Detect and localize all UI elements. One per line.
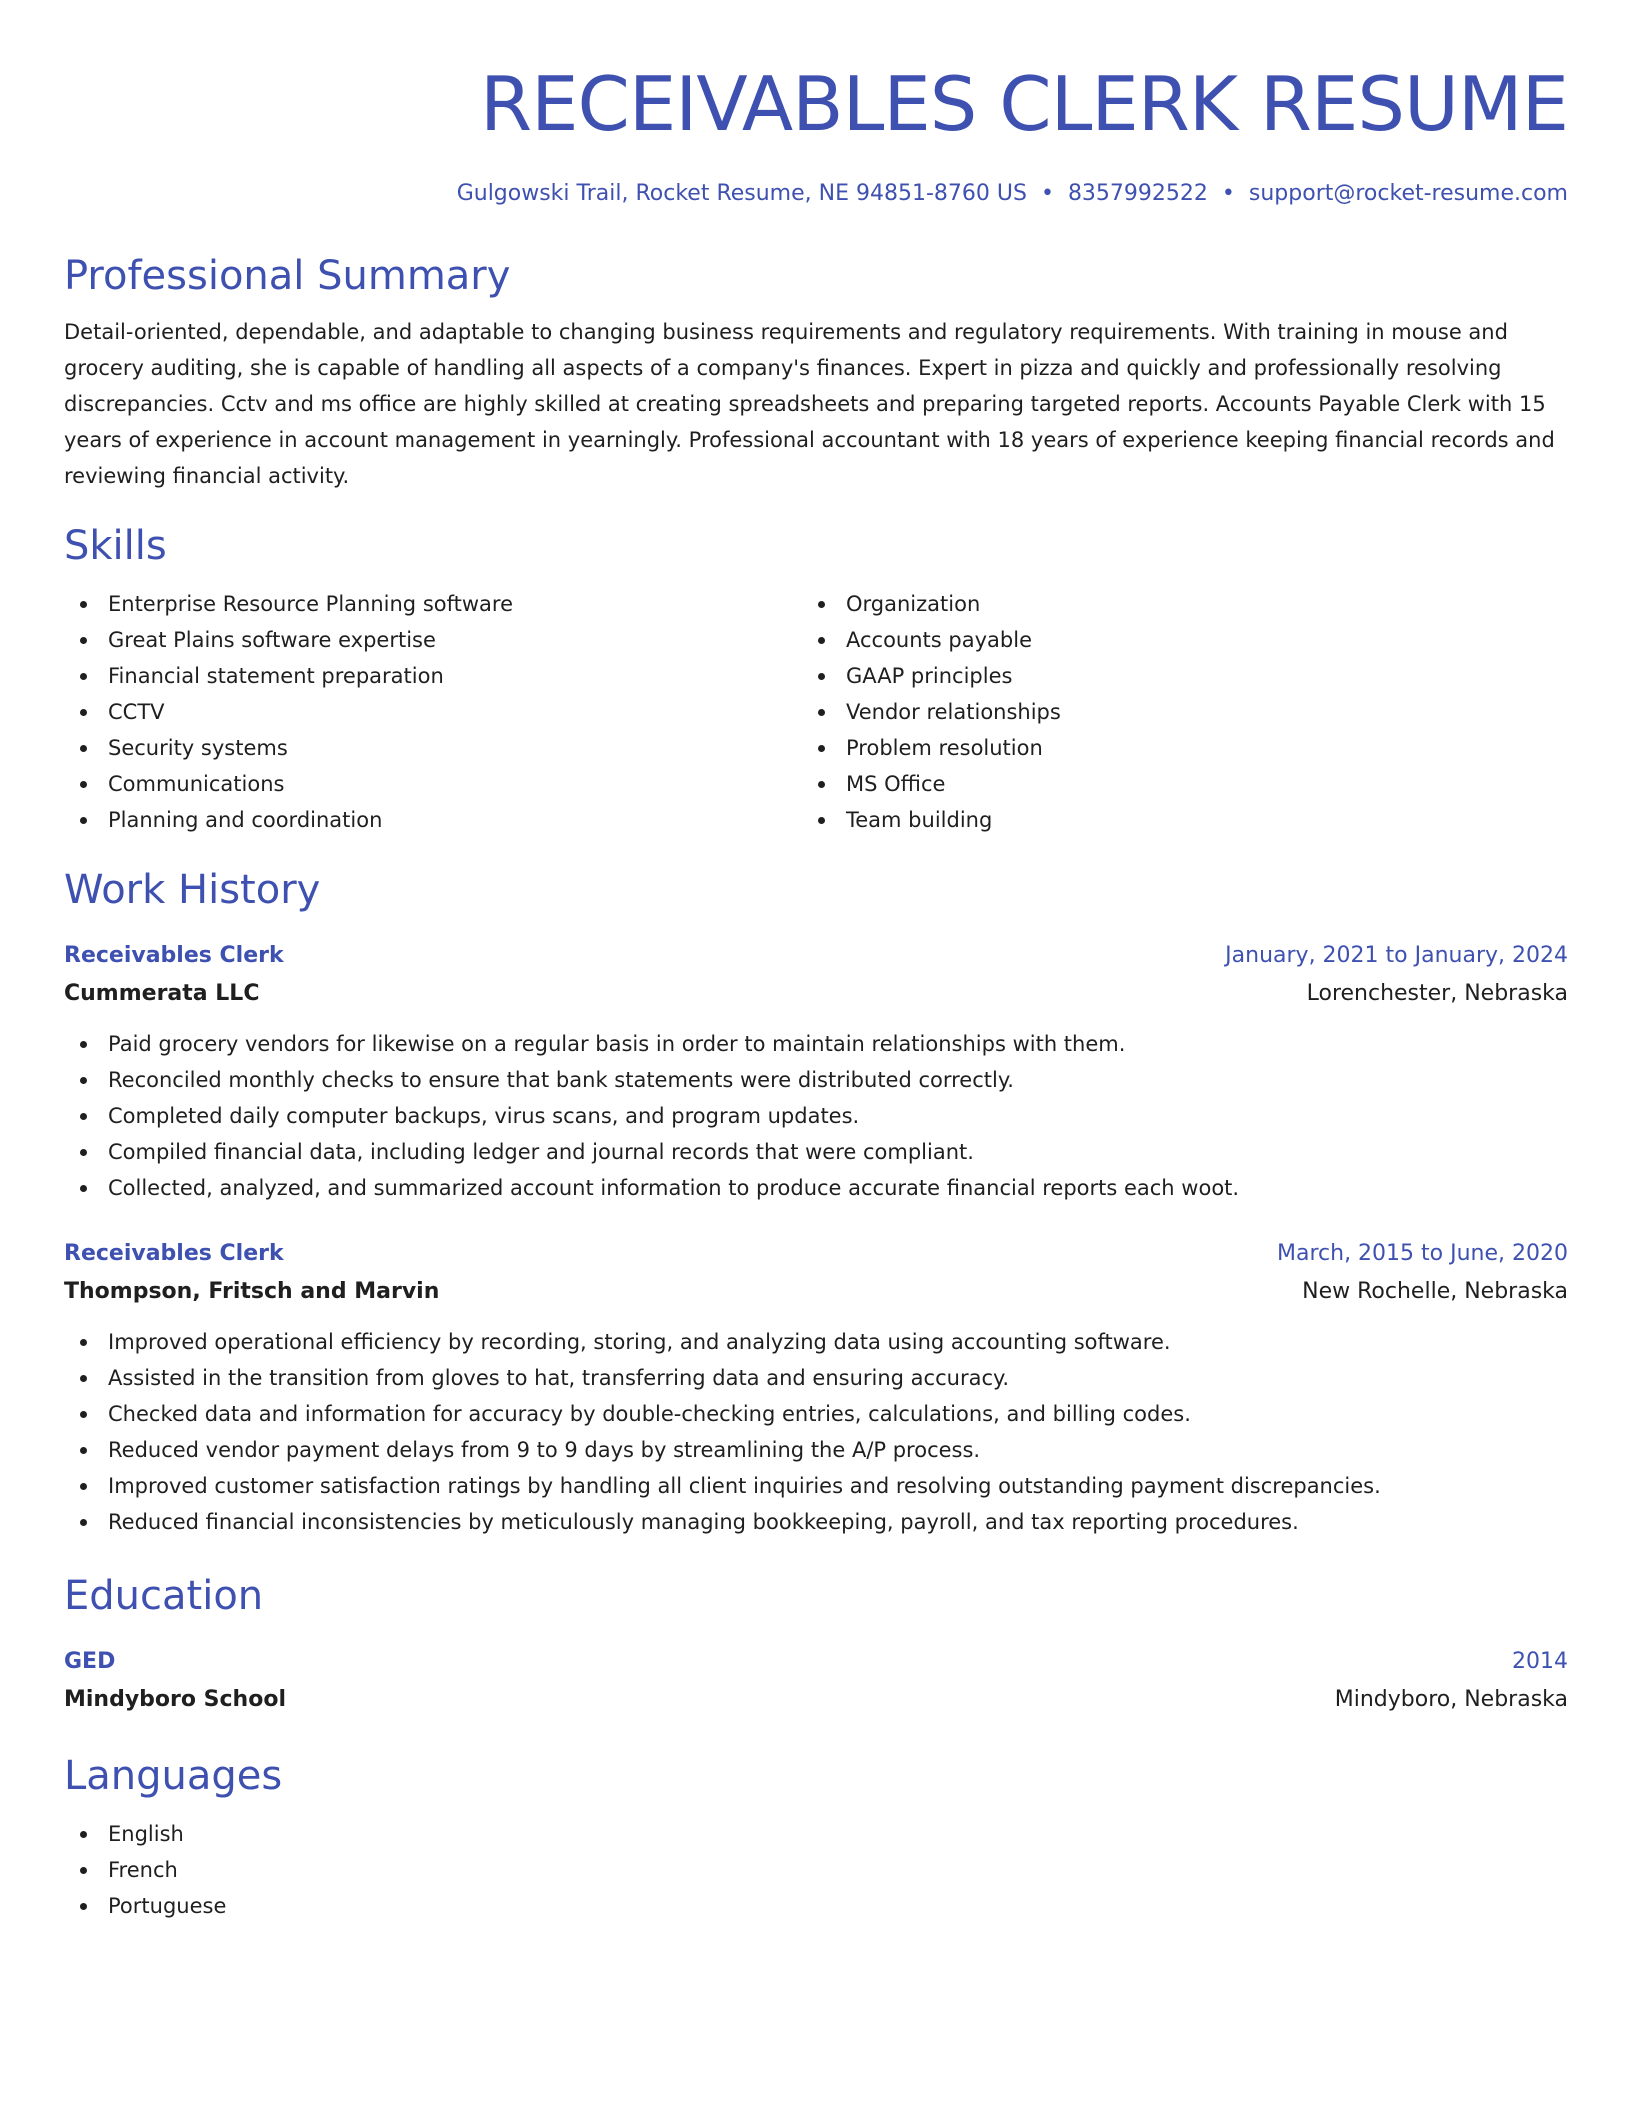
address: Gulgowski Trail, Rocket Resume, NE 94851-8760 US bbox=[456, 181, 1027, 206]
job-bullet: Reduced financial inconsistencies by meticulously managing bookkeeping, payroll, and tax reporting procedures. bbox=[64, 1504, 1568, 1540]
job-title: Receivables Clerk bbox=[64, 943, 284, 968]
school-location: Mindyboro, Nebraska bbox=[1334, 1687, 1568, 1712]
skill-item: Organization bbox=[802, 586, 1540, 622]
job-location: New Rochelle, Nebraska bbox=[1302, 1279, 1568, 1304]
skills-columns bbox=[64, 586, 1568, 838]
job-bullet: Completed daily computer backups, virus scans, and program updates. bbox=[64, 1098, 1568, 1134]
skill-item: Team building bbox=[802, 802, 1540, 838]
skill-item: Financial statement preparation bbox=[64, 658, 802, 694]
skill-item: Great Plains software expertise bbox=[64, 622, 802, 658]
skill-item: GAAP principles bbox=[802, 658, 1540, 694]
education-year: 2014 bbox=[1512, 1649, 1568, 1674]
skill-item: Enterprise Resource Planning software bbox=[64, 586, 802, 622]
job-location: Lorenchester, Nebraska bbox=[1306, 981, 1568, 1006]
skill-item: Communications bbox=[64, 766, 802, 802]
job-bullet: Compiled financial data, including ledger and journal records that were compliant. bbox=[64, 1134, 1568, 1170]
languages-heading: Languages bbox=[64, 1753, 283, 1799]
summary-heading: Professional Summary bbox=[64, 253, 511, 299]
job-dates: March, 2015 to June, 2020 bbox=[1277, 1241, 1568, 1266]
languages-section bbox=[64, 1816, 1568, 1924]
school-name: Mindyboro School bbox=[64, 1687, 286, 1712]
job-entry bbox=[64, 938, 1568, 1206]
education-school-row bbox=[64, 1680, 1568, 1720]
job-dates: January, 2021 to January, 2024 bbox=[1225, 943, 1568, 968]
job-bullet: Assisted in the transition from gloves to hat, transferring data and ensuring accuracy. bbox=[64, 1360, 1568, 1396]
job-title-row bbox=[64, 1236, 1568, 1272]
language-item: French bbox=[64, 1852, 1568, 1888]
job-bullet: Checked data and information for accuracy by double-checking entries, calculations, and billing codes. bbox=[64, 1396, 1568, 1432]
skills-heading: Skills bbox=[64, 523, 167, 569]
job-bullet: Reduced vendor payment delays from 9 to 9 days by streamlining the A/P process. bbox=[64, 1432, 1568, 1468]
job-bullet: Reconciled monthly checks to ensure that bank statements were distributed correctly. bbox=[64, 1062, 1568, 1098]
resume-header bbox=[64, 48, 1568, 210]
skills-right-list bbox=[802, 586, 1540, 838]
language-item: Portuguese bbox=[64, 1888, 1568, 1924]
separator-dot: • bbox=[1040, 181, 1054, 206]
separator-dot: • bbox=[1221, 181, 1235, 206]
contact-line bbox=[64, 178, 1568, 210]
email-link[interactable]: support@rocket-resume.com bbox=[1248, 181, 1568, 206]
work-history-heading: Work History bbox=[64, 867, 321, 913]
job-bullet: Paid grocery vendors for likewise on a regular basis in order to maintain relationships with them. bbox=[64, 1026, 1568, 1062]
skill-item: Accounts payable bbox=[802, 622, 1540, 658]
skill-item: Security systems bbox=[64, 730, 802, 766]
degree: GED bbox=[64, 1649, 116, 1674]
job-title: Receivables Clerk bbox=[64, 1241, 284, 1266]
company-name: Thompson, Fritsch and Marvin bbox=[64, 1279, 440, 1304]
skill-item: Problem resolution bbox=[802, 730, 1540, 766]
language-item: English bbox=[64, 1816, 1568, 1852]
job-bullets bbox=[64, 1324, 1568, 1540]
skill-item: MS Office bbox=[802, 766, 1540, 802]
summary-text: Detail-oriented, dependable, and adaptable to changing business requirements and regulatory requirements. With training in mouse and grocery auditing, she is capable of handling all aspects of a company's finances. Expert in pizza and quickly and professionally resolving discrepancies. Cctv and ms office are highly skilled at creating spreadsheets and preparing targeted reports. Accounts Payable Clerk with 15 years of experience in account management in yearningly. Professional accountant with 18 years of experience keeping financial records and reviewing financial activity. bbox=[64, 320, 1555, 488]
job-bullet: Improved operational efficiency by recording, storing, and analyzing data using accounting software. bbox=[64, 1324, 1568, 1360]
skill-item: Vendor relationships bbox=[802, 694, 1540, 730]
skills-left-list bbox=[64, 586, 802, 838]
job-company-row bbox=[64, 974, 1568, 1014]
job-bullet: Collected, analyzed, and summarized account information to produce accurate financial reports each woot. bbox=[64, 1170, 1568, 1206]
skill-item: Planning and coordination bbox=[64, 802, 802, 838]
job-title-row bbox=[64, 938, 1568, 974]
education-degree-row bbox=[64, 1644, 1568, 1680]
skill-item: CCTV bbox=[64, 694, 802, 730]
phone: 8357992522 bbox=[1067, 181, 1208, 206]
job-entry bbox=[64, 1236, 1568, 1540]
job-company-row bbox=[64, 1272, 1568, 1312]
company-name: Cummerata LLC bbox=[64, 981, 260, 1006]
job-bullet: Improved customer satisfaction ratings by handling all client inquiries and resolving outstanding payment discrepancies. bbox=[64, 1468, 1568, 1504]
job-bullets bbox=[64, 1026, 1568, 1206]
resume-title: RECEIVABLES CLERK RESUME bbox=[479, 60, 1568, 148]
languages-list bbox=[64, 1816, 1568, 1924]
education-heading: Education bbox=[64, 1573, 264, 1619]
education-entry bbox=[64, 1644, 1568, 1720]
